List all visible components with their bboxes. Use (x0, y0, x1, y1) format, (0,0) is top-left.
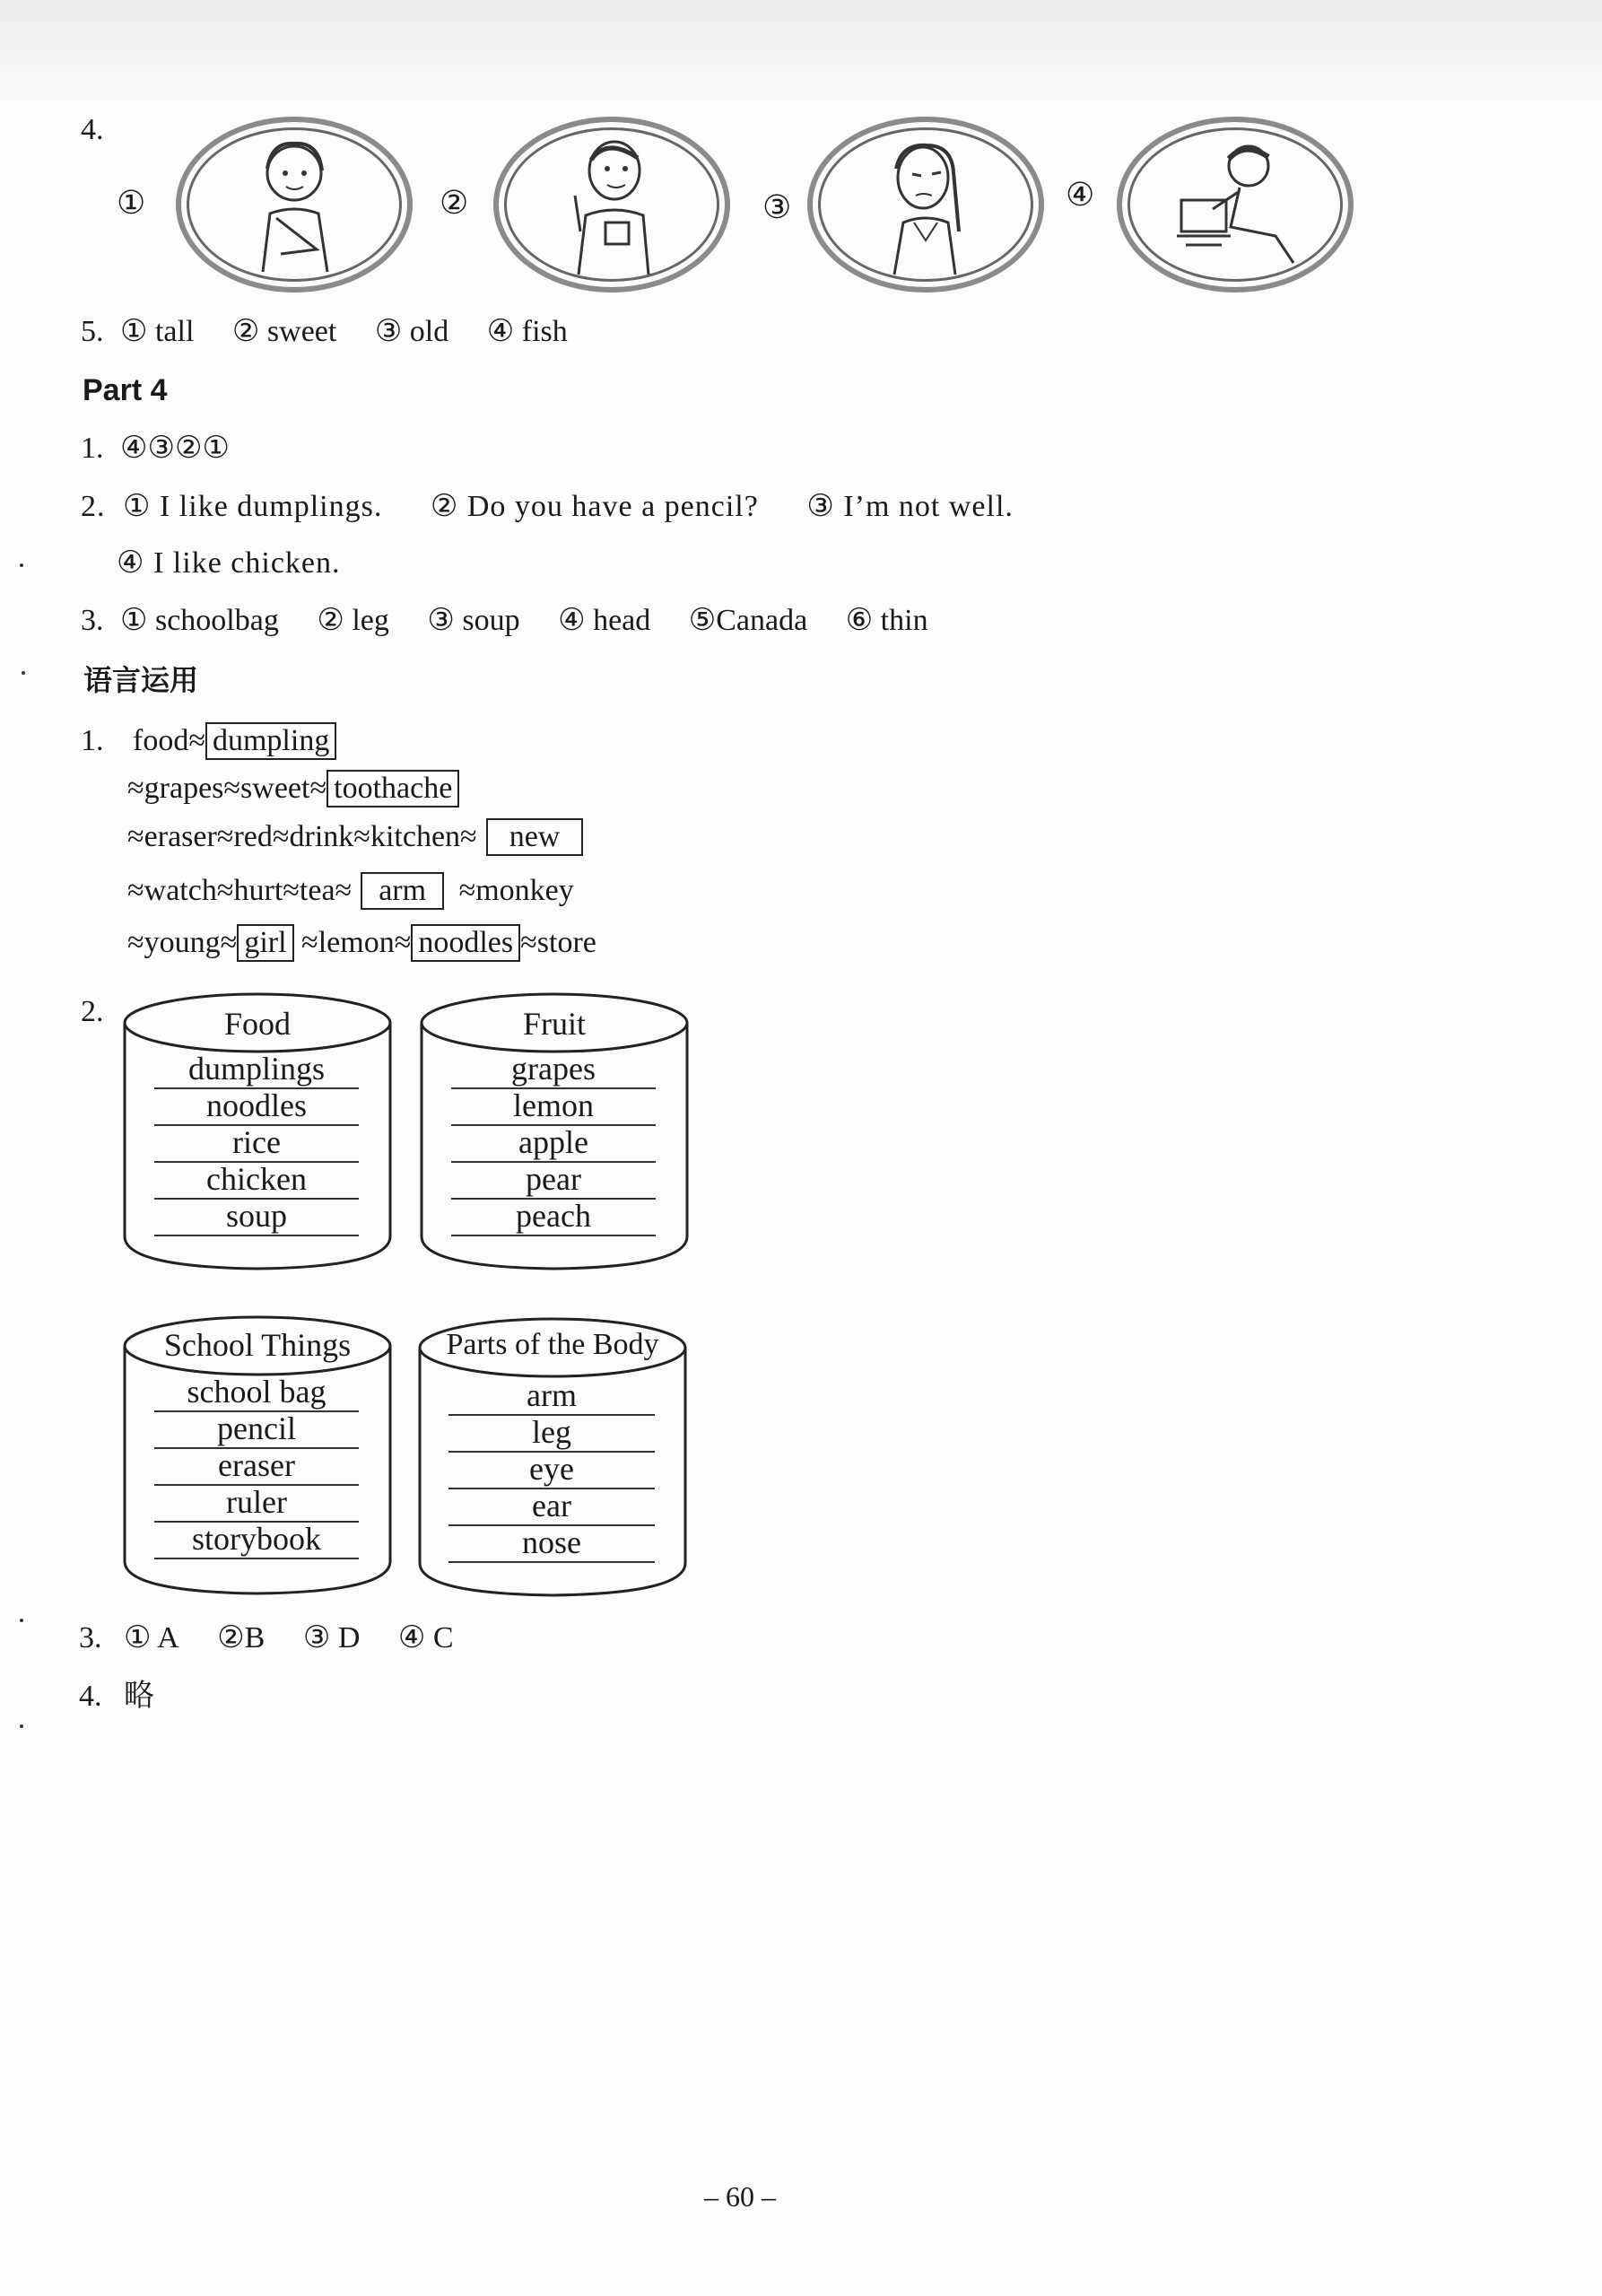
q4-label-4: ④ (1066, 177, 1095, 213)
part4-q2-item-2: ② Do you have a pencil? (430, 490, 759, 523)
q5-item-1: ① tall (120, 315, 195, 348)
cylinder-item: dumplings (187, 1051, 325, 1087)
lu-q3-item-3: ③ D (302, 1621, 361, 1654)
q5-item-4: ④ fish (486, 315, 568, 348)
part4-q2-item-1: ① I like dumplings. (123, 490, 383, 523)
cylinder-item: lemon (513, 1087, 594, 1123)
cylinder-item: leg (532, 1414, 571, 1450)
part4-q2-item-4: ④ I like chicken. (117, 546, 341, 580)
cylinder-item: pencil (217, 1410, 296, 1446)
lu-q1-row3-box: new (486, 818, 584, 856)
part4-q3-item-4: ④ head (558, 604, 651, 637)
lu-q1-row5-box-1: girl (237, 924, 293, 962)
part4-q3-number: 3. (81, 604, 104, 637)
lu-q1-row4-box: arm (361, 872, 444, 910)
part4-q3-item-3: ③ soup (427, 604, 520, 637)
cylinder-title: Food (223, 1006, 292, 1042)
q4-label-1: ① (117, 185, 146, 221)
lu-q1-row2-text: ≈grapes≈sweet≈ (127, 772, 327, 805)
cylinder-item: grapes (511, 1051, 596, 1087)
part4-heading: Part 4 (83, 373, 168, 407)
cylinder-item: ruler (226, 1484, 287, 1520)
cylinder-item: nose (522, 1524, 581, 1560)
part4-q3-item-2: ② leg (317, 604, 389, 637)
cylinder-title: School Things (163, 1327, 352, 1363)
cylinder-item: soup (225, 1198, 287, 1234)
q4-label-2: ② (440, 185, 469, 221)
q5-item-2: ② sweet (231, 315, 337, 348)
cylinder-item: apple (518, 1124, 588, 1160)
cylinder-underline (451, 1235, 656, 1236)
cylinder-item: chicken (206, 1161, 307, 1197)
cylinder-title: Parts of the Body (446, 1328, 659, 1361)
lu-q1-row1-text: food≈ (133, 724, 205, 757)
lu-q1-row1-box: dumpling (205, 722, 336, 760)
lu-q3-item-1: ① A (124, 1621, 179, 1654)
lu-q3-number: 3. (79, 1621, 102, 1654)
margin-dot (20, 1724, 23, 1728)
lu-q1-row5-box-2: noodles (411, 924, 520, 962)
lu-q2-number: 2. (81, 995, 104, 1028)
margin-dot (22, 671, 25, 675)
part4-q3-item-6: ⑥ thin (845, 604, 928, 637)
margin-dot (20, 1619, 23, 1622)
part4-q1-number: 1. (81, 432, 104, 465)
cylinder-item: peach (516, 1198, 591, 1234)
lu-q3-item-4: ④ C (397, 1621, 454, 1654)
cylinder-item: arm (527, 1377, 577, 1413)
lu-q4-answer: 略 (124, 1678, 154, 1714)
part4-q3-item-5: ⑤Canada (688, 604, 808, 637)
part4-q1-answer: ④③②① (120, 432, 230, 465)
cylinder-item: noodles (206, 1087, 307, 1123)
cylinder-item: storybook (192, 1521, 321, 1557)
cylinder-item: eye (529, 1451, 574, 1487)
part4-q3-item-1: ① schoolbag (120, 604, 279, 637)
cylinder-underline (448, 1561, 655, 1563)
lu-q1-row5-post: ≈store (520, 926, 596, 959)
part4-q2-item-3: ③ I’m not well. (806, 490, 1014, 523)
lu-q1-row2-box: toothache (326, 770, 459, 808)
lu-q4-row (79, 1678, 154, 1715)
cylinder-item: school bag (187, 1374, 326, 1410)
cylinder-item: rice (232, 1124, 281, 1160)
lu-q3-row (79, 1620, 454, 1656)
lu-q1-row5-mid: ≈lemon≈ (301, 926, 412, 959)
page-number: – 60 – (704, 2180, 776, 2213)
lu-q3-item-2: ②B (217, 1621, 266, 1654)
cylinder-item: eraser (218, 1447, 295, 1483)
q4-label-3: ③ (762, 189, 792, 225)
cylinder-underline (154, 1558, 359, 1559)
lu-q1-row4-text: ≈watch≈hurt≈tea≈ (127, 874, 353, 907)
lu-q4-number: 4. (79, 1680, 102, 1713)
lu-q1-number: 1. (81, 724, 104, 757)
lu-q1-row4-post: ≈monkey (458, 874, 574, 907)
cylinder-item: pear (526, 1161, 581, 1197)
cylinder-title: Fruit (522, 1006, 586, 1042)
q5-item-3: ③ old (374, 315, 449, 348)
part4-q2-number: 2. (81, 490, 106, 523)
cylinder-underline (154, 1235, 359, 1236)
cylinder-item: ear (532, 1488, 571, 1523)
margin-dot (20, 563, 23, 567)
lu-q1-row3-text: ≈eraser≈red≈drink≈kitchen≈ (127, 820, 477, 853)
q4-number: 4. (81, 113, 104, 146)
language-use-heading: 语言运用 (83, 663, 199, 697)
q5-number: 5. (81, 315, 104, 348)
lu-q1-row5-text: ≈young≈ (127, 926, 238, 959)
